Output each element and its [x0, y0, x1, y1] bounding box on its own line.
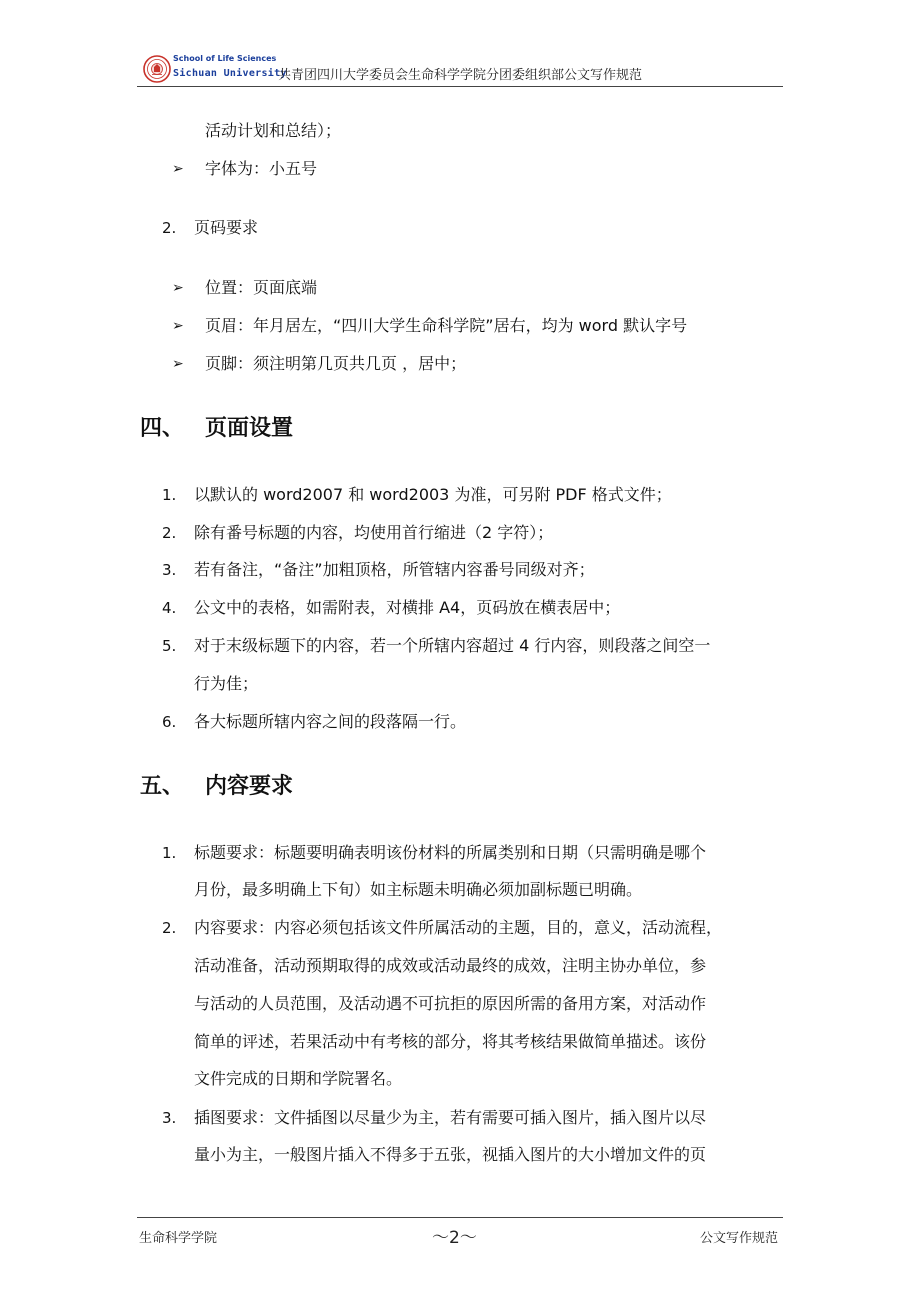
- list-number: 1.: [162, 486, 177, 504]
- list-item: 页脚：须注明第几页共几页 ，居中；: [205, 354, 467, 373]
- list-number: 4.: [162, 599, 177, 617]
- section-title: 页面设置: [205, 416, 294, 441]
- list-item: 内容要求：内容必须包括该文件所属活动的主题，目的，意义，活动流程，: [194, 918, 723, 937]
- section-numeral: 五、: [140, 774, 185, 799]
- continuation-line: 活动计划和总结）；: [205, 121, 342, 140]
- arrowhead-bullet-icon: ➢: [172, 356, 184, 372]
- list-number: 3.: [162, 1109, 177, 1127]
- list-number: 1.: [162, 844, 177, 862]
- university-seal-icon: [143, 55, 171, 83]
- logo-line-2: Sichuan University: [173, 68, 287, 79]
- header-title: 共青团四川大学委员会生命科学学院分团委组织部公文写作规范: [278, 68, 643, 83]
- list-item-continuation: 月份，最多明确上下旬）如主标题未明确必须加副标题已明确。: [194, 880, 643, 899]
- page-number-requirement: 页码要求: [194, 218, 259, 237]
- list-item-continuation: 简单的评述，若果活动中有考核的部分，将其考核结果做简单描述。该份: [194, 1032, 707, 1051]
- footer-right: 公文写作规范: [700, 1231, 779, 1246]
- list-item: 除有番号标题的内容，均使用首行缩进（2 字符）；: [194, 523, 554, 542]
- arrowhead-bullet-icon: ➢: [172, 318, 184, 334]
- list-item-continuation: 文件完成的日期和学院署名。: [194, 1069, 403, 1088]
- section-numeral: 四、: [140, 416, 185, 441]
- page-header: [137, 52, 783, 86]
- logo-line-1: School of Life Sciences: [173, 54, 277, 63]
- list-item-continuation: 活动准备，活动预期取得的成效或活动最终的成效，注明主协办单位，参: [194, 956, 707, 975]
- list-item: 各大标题所辖内容之间的段落隔一行。: [194, 712, 467, 731]
- list-item: 位置：页面底端: [205, 278, 318, 297]
- section-title: 内容要求: [205, 774, 294, 799]
- list-item-continuation: 与活动的人员范围，及活动遇不可抗拒的原因所需的备用方案，对活动作: [194, 994, 707, 1013]
- font-size-item: 字体为：小五号: [205, 159, 318, 178]
- list-number: 2.: [162, 524, 177, 542]
- footer-divider: [137, 1217, 783, 1218]
- arrowhead-bullet-icon: ➢: [172, 280, 184, 296]
- footer-left: 生命科学学院: [139, 1231, 218, 1246]
- list-item: 页眉：年月居左，“四川大学生命科学院”居右，均为 word 默认字号: [205, 316, 688, 335]
- list-number: 5.: [162, 637, 177, 655]
- list-item: 以默认的 word2007 和 word2003 为准，可另附 PDF 格式文件；: [194, 485, 672, 504]
- list-number: 2.: [162, 219, 177, 237]
- arrowhead-bullet-icon: ➢: [172, 161, 184, 177]
- list-item: 若有备注，“备注”加粗顶格，所管辖内容番号同级对齐；: [194, 560, 595, 579]
- list-item-continuation: 行为佳；: [194, 674, 259, 693]
- list-item: 标题要求：标题要明确表明该份材料的所属类别和日期（只需明确是哪个: [194, 843, 707, 862]
- list-number: 6.: [162, 713, 177, 731]
- list-item-continuation: 量小为主，一般图片插入不得多于五张，视插入图片的大小增加文件的页: [194, 1145, 707, 1164]
- list-item: 对于末级标题下的内容，若一个所辖内容超过 4 行内容，则段落之间空一: [194, 636, 711, 655]
- list-item: 插图要求：文件插图以尽量少为主，若有需要可插入图片，插入图片以尽: [194, 1108, 707, 1127]
- list-number: 3.: [162, 561, 177, 579]
- page-number: ～2～: [432, 1228, 477, 1248]
- list-item: 公文中的表格，如需附表，对横排 A4，页码放在横表居中；: [194, 598, 621, 617]
- list-number: 2.: [162, 919, 177, 937]
- header-divider: [137, 86, 783, 87]
